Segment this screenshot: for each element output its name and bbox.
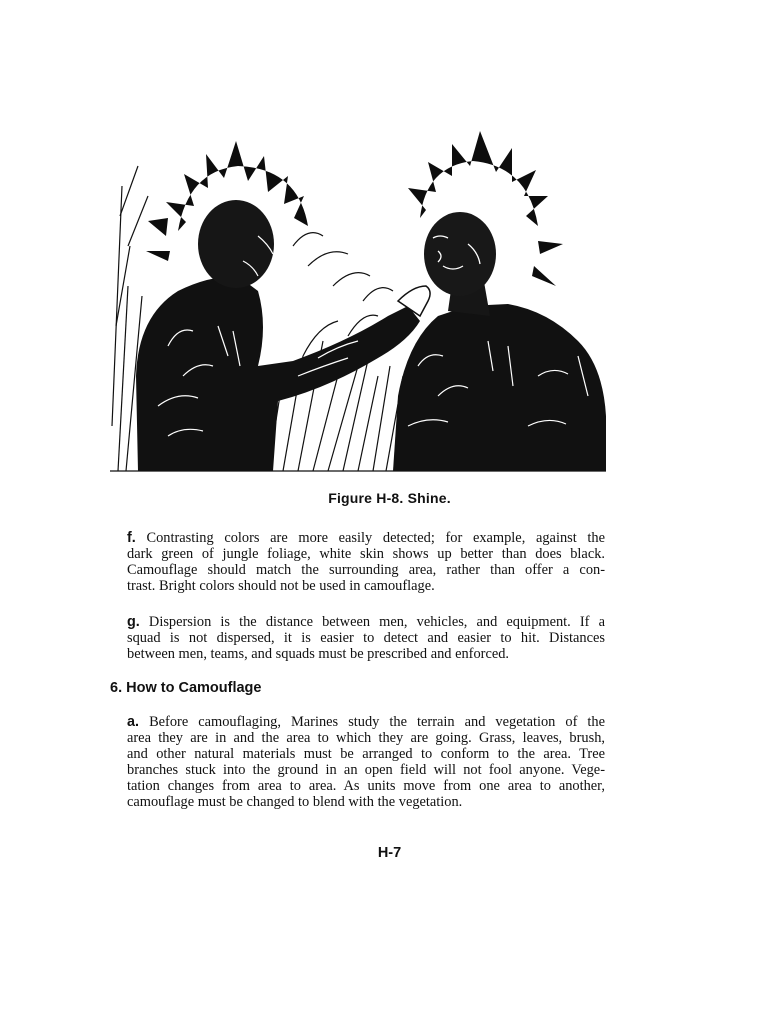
paragraph-line: area they are in and the area to which they are going. Grass, leaves, brush, bbox=[127, 730, 605, 746]
paragraph-line: and other natural materials must be arranged to conform to the area. Tree bbox=[127, 746, 605, 762]
paragraph-line: a. Before camouflaging, Marines study the terrain and vegetation of the bbox=[127, 714, 605, 730]
figure-caption: Figure H-8. Shine. bbox=[328, 490, 451, 506]
paragraph-f bbox=[127, 530, 605, 594]
page-number: H-7 bbox=[377, 845, 402, 861]
paragraph-letter: a. bbox=[127, 714, 140, 730]
paragraph-a bbox=[127, 714, 605, 810]
paragraph-line: g. Dispersion is the distance between men, vehicles, and equipment. If a bbox=[127, 614, 605, 630]
paragraph-line: tation changes from area to area. As units move from one area to another, bbox=[127, 778, 605, 794]
paragraph-g bbox=[127, 614, 605, 662]
paragraph-line: Camouflage should match the surrounding area, rather than offer a con- bbox=[127, 562, 605, 578]
paragraph-line: branches stuck into the ground in an open field will not fool anyone. Vege- bbox=[127, 762, 605, 778]
paragraph-line: camouflage must be changed to blend with the vegetation. bbox=[127, 794, 463, 810]
paragraph-line: squad is not dispersed, it is easier to detect and easier to hit. Distances bbox=[127, 630, 605, 646]
paragraph-line: f. Contrasting colors are more easily detected; for example, against the bbox=[127, 530, 605, 546]
left-marine bbox=[136, 141, 430, 471]
figure-illustration bbox=[108, 126, 608, 480]
paragraph-letter: f. bbox=[127, 530, 136, 546]
section-heading: 6. How to Camouflage bbox=[110, 680, 262, 696]
paragraph-line: dark green of jungle foliage, white skin shows up better than does black. bbox=[127, 546, 605, 562]
paragraph-letter: g. bbox=[127, 614, 140, 630]
paragraph-line: between men, teams, and squads must be prescribed and enforced. bbox=[127, 646, 510, 662]
paragraph-line: trast. Bright colors should not be used in camouflage. bbox=[127, 578, 435, 594]
